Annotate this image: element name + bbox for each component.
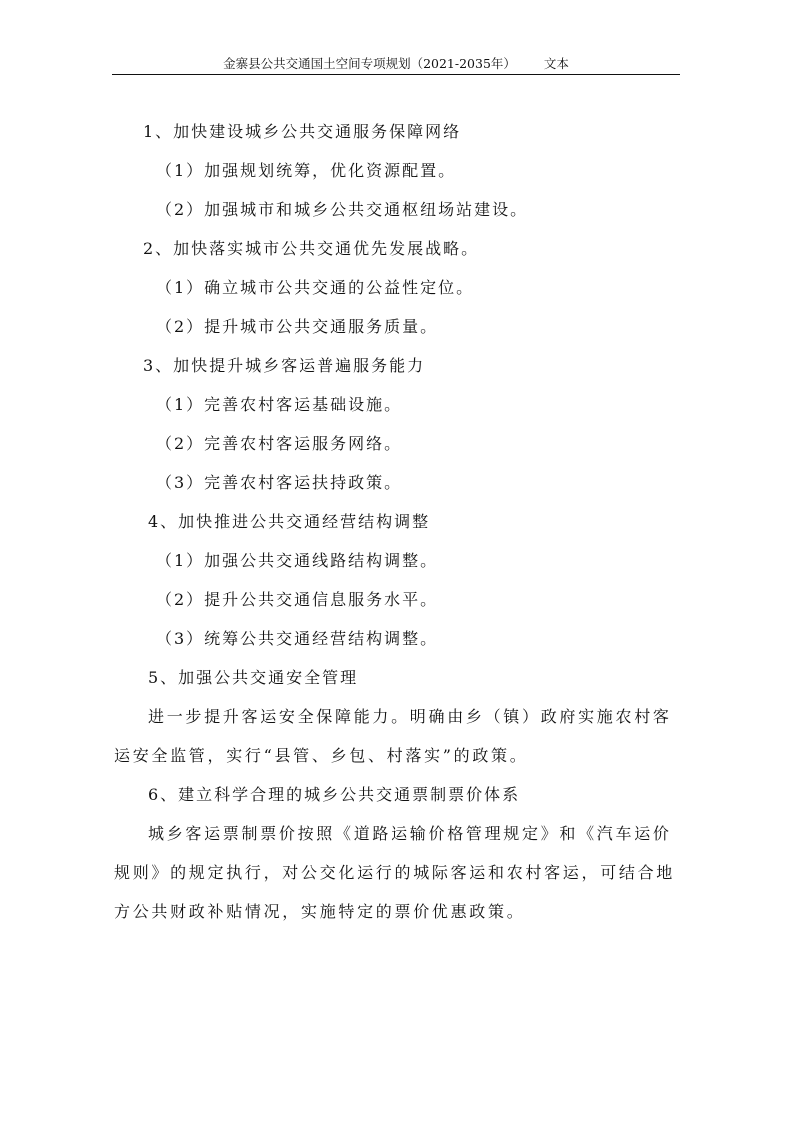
list-item: （1）确立城市公共交通的公益性定位。 [156,278,475,297]
header-rule [112,74,680,75]
paragraph-line: 规则》的规定执行，对公交化运行的城际客运和农村客运，可结合地 [114,863,676,882]
page-header [112,54,680,74]
list-item: （1）加强规划统筹，优化资源配置。 [156,161,457,180]
paragraph-line: 运安全监管，实行“县管、乡包、村落实”的政策。 [114,746,529,765]
list-item: （1）加强公共交通线路结构调整。 [156,551,439,570]
list-item: （2）提升公共交通信息服务水平。 [156,590,439,609]
header-doc-type: 文本 [543,56,569,71]
list-item: （2）提升城市公共交通服务质量。 [156,317,439,336]
section-heading-6: 6、建立科学合理的城乡公共交通票制票价体系 [148,785,521,804]
section-heading-4: 4、加快推进公共交通经营结构调整 [148,512,431,531]
list-item: （2）加强城市和城乡公共交通枢纽场站建设。 [156,200,529,219]
section-heading-2: 2、加快落实城市公共交通优先发展战略。 [143,239,480,258]
paragraph-line: 进一步提升客运安全保障能力。明确由乡（镇）政府实施农村客 [148,707,672,726]
header-title: 金寨县公共交通国土空间专项规划（2021-2035年） [223,56,516,71]
list-item: （3）完善农村客运扶持政策。 [156,473,403,492]
list-item: （2）完善农村客运服务网络。 [156,434,403,453]
list-item: （1）完善农村客运基础设施。 [156,395,403,414]
section-heading-1: 1、加快建设城乡公共交通服务保障网络 [143,122,462,141]
list-item: （3）统筹公共交通经营结构调整。 [156,629,439,648]
paragraph-line: 方公共财政补贴情况，实施特定的票价优惠政策。 [114,902,526,921]
section-heading-5: 5、加强公共交通安全管理 [148,668,359,687]
paragraph-line: 城乡客运票制票价按照《道路运输价格管理规定》和《汽车运价 [148,824,672,843]
section-heading-3: 3、加快提升城乡客运普遍服务能力 [143,356,426,375]
